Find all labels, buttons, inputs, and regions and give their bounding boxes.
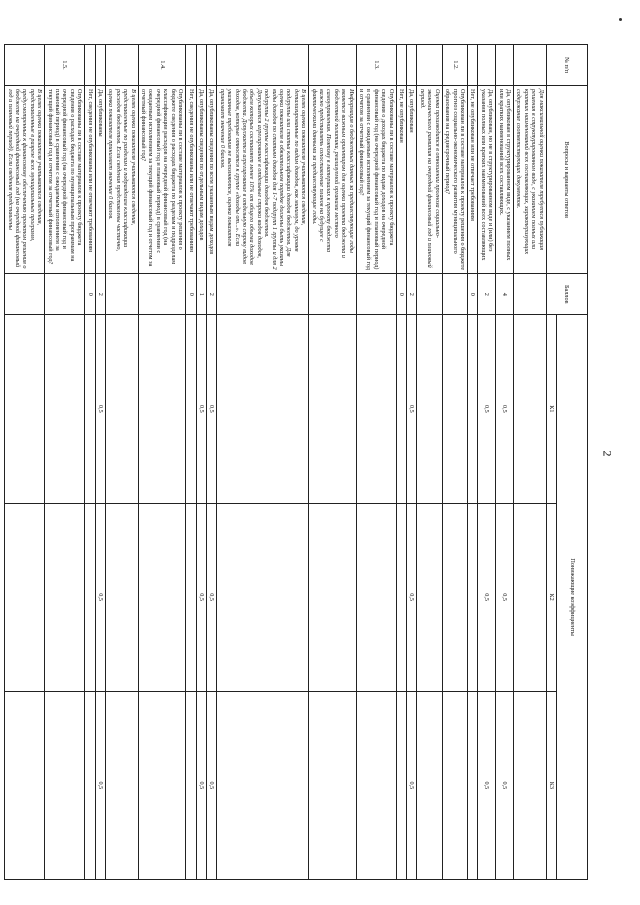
row-text: Да, опубликованы	[95, 86, 105, 274]
row-points: 0	[396, 274, 406, 315]
row-text: Да, опубликован в структурированном виде, с указанием полных или кратких наименований всех составляющих.	[496, 86, 514, 274]
row-text: Опубликованы ли в составе материалов к проекту бюджета сведения о расходах бюджета по муниципальным программам на очередной финансовый год (на очередной финансовый год и плановый период) в сравнении с ожидаемым исполнением за текущий финансовый год и отчетом за отчетный финансовый год?	[45, 86, 85, 274]
row-k3	[138, 691, 185, 879]
row-points: 2	[95, 274, 105, 315]
row-k1: 0,5	[407, 315, 417, 503]
table-row	[206, 45, 216, 880]
row-text: В целях оценки показателя учитываются сведения, представленные в разрезе всех муниципальных программ, предусмотренных к финансовому обеспечению проектом решения о бюджете на очередной финансовый год (на очередной финансовый год и плановый период). Если сведения представлены	[5, 86, 45, 274]
row-k3	[396, 691, 406, 879]
table-row	[217, 45, 309, 880]
page-number: 2	[600, 450, 615, 457]
table-row	[186, 45, 196, 880]
row-k1	[85, 315, 95, 503]
row-number: 1.4.	[138, 45, 185, 86]
row-k3: 0,5	[496, 691, 514, 879]
row-k2	[186, 503, 196, 691]
row-number	[496, 45, 514, 86]
row-text: Нет, сведения не опубликованы или не отвечают требованиям	[85, 86, 95, 274]
row-k3	[417, 691, 442, 879]
row-points	[45, 274, 85, 315]
row-points: 0	[85, 274, 95, 315]
row-k1: 0,5	[478, 315, 496, 503]
header-question: Вопросы и варианты ответов	[546, 86, 587, 274]
row-points	[513, 274, 546, 315]
row-k1	[138, 315, 185, 503]
row-k3: 0,5	[95, 691, 105, 879]
row-k2	[45, 503, 85, 691]
row-text: Для максимальной оценки показателя требуется публикация решения в структурированном виде, с указанием полных или кратких наименований всех составляющих, характеризующих содержание соответствующих документов.	[513, 86, 546, 274]
row-points	[138, 274, 185, 315]
row-k1	[442, 315, 467, 503]
row-number	[106, 45, 139, 86]
row-text: Да, опубликованы сведения по всем указанным видам доходов	[206, 86, 216, 274]
row-k1	[513, 315, 546, 503]
row-k2: 0,5	[496, 503, 514, 691]
row-number	[478, 45, 496, 86]
row-k3	[513, 691, 546, 879]
row-number	[95, 45, 105, 86]
row-k1	[356, 315, 396, 503]
row-number	[417, 45, 442, 86]
row-k3	[309, 691, 356, 879]
row-k3	[467, 691, 477, 879]
table-body	[5, 45, 546, 880]
row-text: Нет, сведения не опубликованы или не отвечают требованиям	[186, 86, 196, 274]
row-text: В целях оценки показателя учитываются сведения, детализированные по видам доходов, как минимум, до уровня подгруппы или статьи классификации доходов бюджетов. Для оценки показателя в обязательном порядке должны быть указаны виды доходов по статьям доходов для 1-7 подгрупп 1 группы и для 2 подгруппы 2 группы классификации доходов бюджетов. Допускается агрегирование в отдельные строки видов доходов, объем которых составляет менее 10% от общего объема доходов бюджета. Допускается агрегирование в отдельную строку видов доходов, которые относятся к группе «доходы от...». Если указанные требования не выполняются, оценка показателя принимает значение 0 баллов.	[217, 86, 309, 274]
row-number	[309, 45, 356, 86]
row-number	[396, 45, 406, 86]
row-k2	[467, 503, 477, 691]
row-k2	[442, 503, 467, 691]
table-row	[106, 45, 139, 880]
row-k3	[106, 691, 139, 879]
row-k1	[186, 315, 196, 503]
row-number	[196, 45, 206, 86]
row-text: Оценка производится в отношении прогноза социально-экономического развития на очередной финансовый год и плановый период.	[417, 86, 442, 274]
row-text: Опубликованы ли в составе материалов к проекту бюджета сведения о доходах бюджета по видам доходов на очередной финансовый год (на очередной финансовый год и плановый период) в сравнении с ожидаемым исполнением за текущий финансовый год и отчетом за отчетный финансовый год?	[356, 86, 396, 274]
row-k2	[217, 503, 309, 691]
row-k1	[309, 315, 356, 503]
table-row	[407, 45, 417, 880]
row-k1	[5, 315, 45, 503]
row-k3	[45, 691, 85, 879]
table-row	[513, 45, 546, 880]
row-text: Опубликованы ли в составе материалов к проекту решения о бюджете сведения о расходах бюджета по разделам и подразделам классификации расходов на очередной финансовый год (на очередной финансовый год и плановый период) в сравнении с ожидаемым исполнением за текущий финансовый год и отчетом за отчетный финансовый год?	[138, 86, 185, 274]
row-k2	[85, 503, 95, 691]
row-k3	[85, 691, 95, 879]
row-k2	[5, 503, 45, 691]
row-k3	[356, 691, 396, 879]
row-k1	[467, 315, 477, 503]
row-k1: 0,5	[95, 315, 105, 503]
table-row	[396, 45, 406, 880]
row-number	[217, 45, 309, 86]
row-points: 2	[478, 274, 496, 315]
row-points: 0	[467, 274, 477, 315]
row-k3	[442, 691, 467, 879]
row-k1	[106, 315, 139, 503]
row-k1: 0,5	[196, 315, 206, 503]
row-text: Да, опубликованы сведения по отдельным видам доходов	[196, 86, 206, 274]
row-points	[356, 274, 396, 315]
row-number	[85, 45, 95, 86]
row-k2	[309, 503, 356, 691]
row-k1	[217, 315, 309, 503]
row-k3	[217, 691, 309, 879]
row-text: Опубликован ли в составе материалов к проекту решения о бюджете прогноз социально-экономического развития муниципального образования на среднесрочный период?	[442, 86, 467, 274]
row-number	[206, 45, 216, 86]
row-points: 2	[206, 274, 216, 315]
row-k3: 0,5	[196, 691, 206, 879]
row-k1	[417, 315, 442, 503]
header-points: Баллов	[546, 274, 587, 315]
row-points: 4	[496, 274, 514, 315]
header-k1: К1	[546, 315, 556, 503]
row-k2: 0,5	[478, 503, 496, 691]
row-points	[5, 274, 45, 315]
table-row	[196, 45, 206, 880]
row-text: Да, опубликован	[407, 86, 417, 274]
table-row	[467, 45, 477, 880]
table-row	[356, 45, 396, 880]
header-k3: К3	[546, 691, 556, 879]
row-k2: 0,5	[95, 503, 105, 691]
row-text: Нет, не опубликован	[396, 86, 406, 274]
row-k3: 0,5	[478, 691, 496, 879]
row-text: Да, опубликован, но не в структурированном виде и (или) без указания полных или кратких наименований всех составляющих	[478, 86, 496, 274]
row-points: 2	[407, 274, 417, 315]
row-k3	[5, 691, 45, 879]
assessment-table	[4, 44, 588, 880]
header-number: № п/п	[546, 45, 587, 86]
row-number: 1.2.	[442, 45, 467, 86]
row-points	[309, 274, 356, 315]
table-row	[478, 45, 496, 880]
row-points	[217, 274, 309, 315]
row-k2	[513, 503, 546, 691]
table-row	[496, 45, 514, 880]
row-number	[407, 45, 417, 86]
header-coefficients: Понижающие коэффициенты	[557, 315, 588, 880]
row-text: Информация о бюджетных данных за предшествующие годы является важным ориентиром для оценки проекта бюджета и бюджетной политики, реализуемой органами местного самоуправления. Поэтому в материалах к проекту бюджета важно представлять сопоставление планов на будущее с фактическими данными за предшествующие годы.	[309, 86, 356, 274]
row-number	[513, 45, 546, 86]
row-k2: 0,5	[206, 503, 216, 691]
row-number	[467, 45, 477, 86]
row-k2	[356, 503, 396, 691]
row-k2	[138, 503, 185, 691]
row-k2: 0,5	[407, 503, 417, 691]
row-k2	[106, 503, 139, 691]
rotated-page	[6, 44, 588, 880]
row-k1: 0,5	[496, 315, 514, 503]
row-k2	[417, 503, 442, 691]
row-k2: 0,5	[196, 503, 206, 691]
scan-mark	[619, 18, 622, 21]
row-points: 0	[186, 274, 196, 315]
table-header-row	[557, 45, 588, 880]
row-number: 1.3.	[356, 45, 396, 86]
table-row	[442, 45, 467, 880]
table-row	[95, 45, 105, 880]
row-text: Нет, не опубликован или не отвечает требованиям	[467, 86, 477, 274]
row-number: 1.5.	[45, 45, 85, 86]
row-k2	[396, 503, 406, 691]
row-points	[106, 274, 139, 315]
row-number	[5, 45, 45, 86]
row-text: В целях оценки показателя учитываются сведения, представленные по разделам и подразделам классификации расходов бюджетов. Если сведения представлены частично, оценка показателя принимает значение 0 баллов.	[106, 86, 139, 274]
row-points	[442, 274, 467, 315]
row-points	[417, 274, 442, 315]
table-row	[85, 45, 95, 880]
table-row	[309, 45, 356, 880]
row-k1: 0,5	[206, 315, 216, 503]
table-row	[138, 45, 185, 880]
row-k3: 0,5	[407, 691, 417, 879]
row-k3: 0,5	[206, 691, 216, 879]
row-points: 1	[196, 274, 206, 315]
row-k1	[45, 315, 85, 503]
row-k1	[396, 315, 406, 503]
header-k2: К2	[546, 503, 556, 691]
table-row	[45, 45, 85, 880]
row-number	[186, 45, 196, 86]
row-k3	[186, 691, 196, 879]
table-row	[5, 45, 45, 880]
table-row	[417, 45, 442, 880]
